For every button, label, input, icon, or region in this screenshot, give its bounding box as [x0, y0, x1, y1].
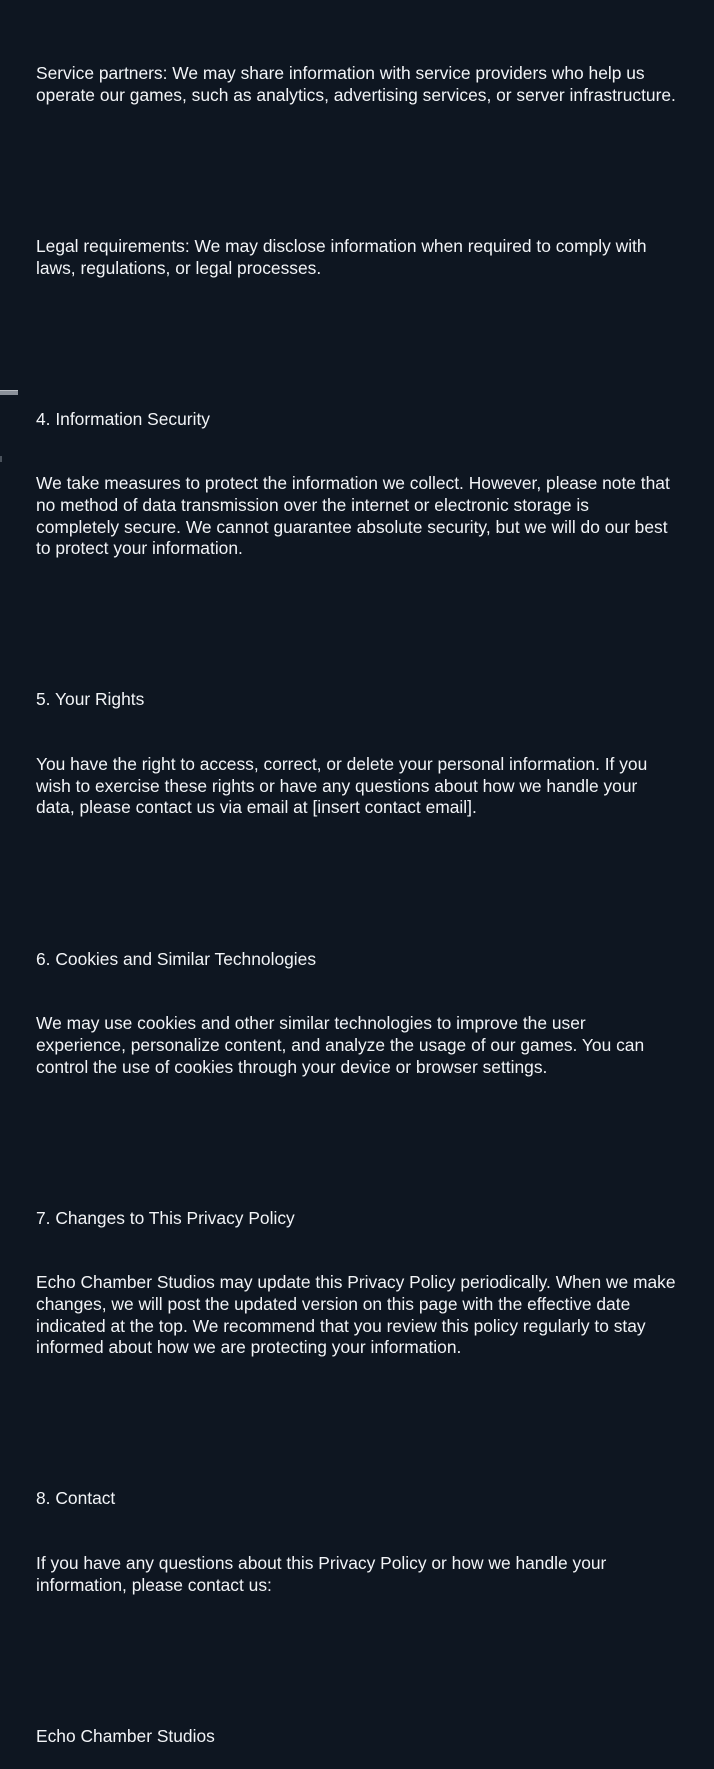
paragraph-spacer: [36, 1121, 676, 1143]
paragraph-spacer: [36, 1640, 676, 1662]
paragraph-spacer: [36, 322, 676, 344]
paragraph-spacer: [36, 603, 676, 625]
information-security-heading: 4. Information Security: [36, 408, 210, 429]
paragraph-spacer: [36, 1402, 676, 1424]
service-partners-paragraph: Service partners: We may share information with service providers who help us operate our games, such as analytics, advertising services, or server infrastructure.: [36, 63, 676, 105]
edge-divider: [0, 456, 2, 462]
legal-requirements-paragraph: Legal requirements: We may disclose information when required to comply with laws, regulations, or legal processes.: [36, 235, 652, 278]
privacy-policy-text: [36, 20, 681, 1769]
studio-name: Echo Chamber Studios: [36, 1725, 215, 1746]
contact-body: If you have any questions about this Privacy Policy or how we handle your information, please contact us:: [36, 1553, 612, 1595]
policy-changes-body: Echo Chamber Studios may update this Privacy Policy periodically. When we make changes, we will post the updated version on this page with the effective date indicated at the top. We recommend that you review this policy regularly to stay informed about how we are protecting your information.: [36, 1272, 681, 1358]
policy-changes-heading: 7. Changes to This Privacy Policy: [36, 1207, 295, 1228]
paragraph-spacer: [36, 862, 676, 884]
contact-heading: 8. Contact: [36, 1488, 116, 1509]
your-rights-body: You have the right to access, correct, or delete your personal information. If you wish to exercise these rights or have any questions about how we handle your data, please contact us via email at [insert contact email].: [36, 754, 653, 818]
paragraph-spacer: [36, 150, 676, 172]
cookies-body: We may use cookies and other similar technologies to improve the user experience, personalize content, and analyze the usage of our games. You can control the use of cookies through your device or browser settings.: [36, 1013, 649, 1077]
cookies-heading: 6. Cookies and Similar Technologies: [36, 948, 317, 969]
your-rights-heading: 5. Your Rights: [36, 689, 145, 710]
scroll-indicator[interactable]: [0, 390, 18, 395]
information-security-body: We take measures to protect the information we collect. However, please note that no method of data transmission over the internet or electronic storage is completely secure. We cannot guarantee absolute security, but we will do our best to protect your information.: [36, 473, 675, 559]
